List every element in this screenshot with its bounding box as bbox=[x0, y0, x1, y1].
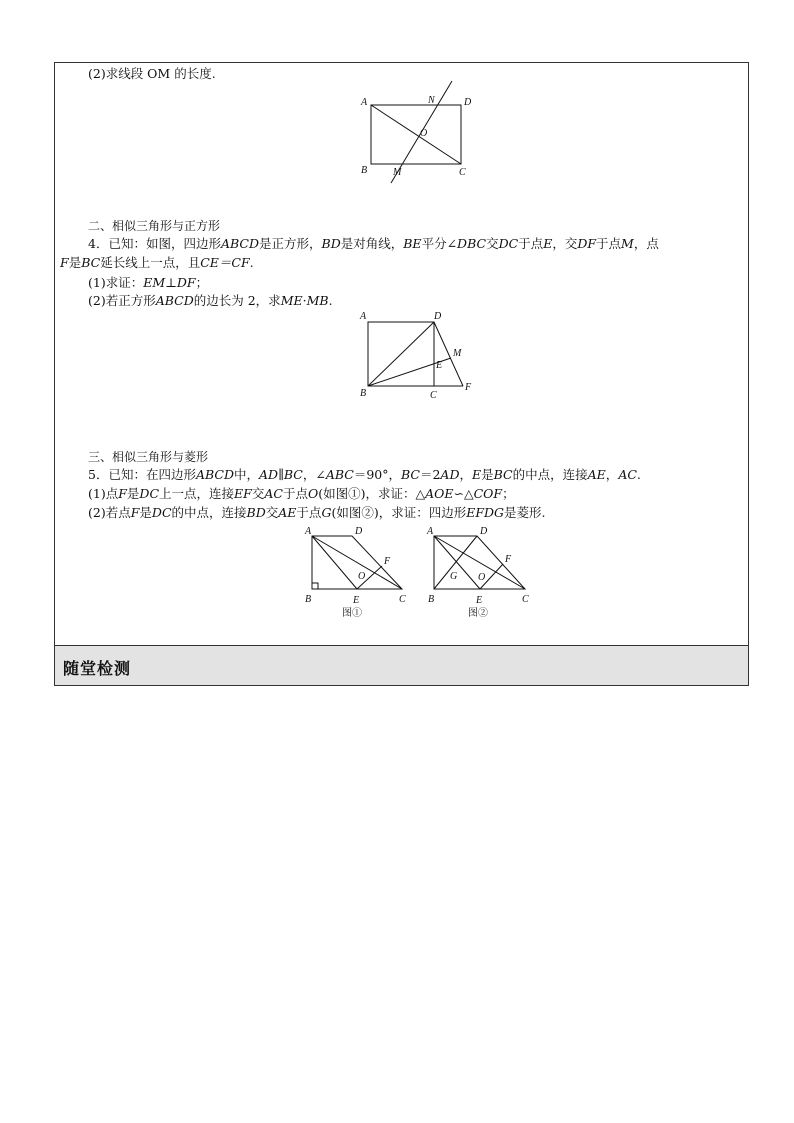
label-e: E bbox=[436, 360, 443, 371]
in-class-test-title: 随堂检测 bbox=[63, 659, 132, 678]
label-f: F bbox=[465, 382, 472, 393]
label-a: A bbox=[427, 526, 434, 537]
q5-part2: (2)若点F是DC的中点，连接BD交AE于点G(如图②)，求证：四边形EFDG是菱形. bbox=[88, 505, 546, 520]
section2-heading: 二、相似三角形与正方形 bbox=[88, 219, 221, 233]
q3-part2: (2)求线段 OM 的长度. bbox=[88, 66, 216, 81]
section3-heading: 三、相似三角形与菱形 bbox=[88, 450, 209, 464]
label-o: O bbox=[420, 128, 428, 139]
label-b: B bbox=[360, 388, 367, 399]
label-o: O bbox=[358, 571, 366, 582]
label-m: M bbox=[453, 348, 462, 359]
label-f: F bbox=[505, 554, 512, 565]
q4-line1: 4．已知：如图，四边形ABCD是正方形，BD是对角线，BE平分∠DBC交DC于点E，交DF于点M，点 bbox=[88, 236, 659, 251]
worksheet-content bbox=[55, 63, 748, 645]
figure-rectangle-mn bbox=[355, 75, 485, 185]
line-ae bbox=[312, 536, 357, 589]
label-c: C bbox=[430, 390, 437, 401]
label-b: B bbox=[428, 594, 435, 605]
q4-line2: F是BC延长线上一点，且CE＝CF. bbox=[60, 255, 254, 270]
figure-square bbox=[355, 306, 485, 406]
figure-trapezoid-2 bbox=[423, 521, 543, 621]
diagonal-ac bbox=[371, 105, 461, 164]
caption-fig1: 图① bbox=[342, 608, 362, 619]
label-c: C bbox=[522, 594, 529, 605]
label-e: E bbox=[353, 595, 360, 606]
label-b: B bbox=[361, 165, 368, 176]
q4-part1: (1)求证：EM⊥DF； bbox=[88, 275, 209, 290]
diagonal-bd bbox=[368, 322, 434, 386]
label-m: M bbox=[393, 167, 402, 178]
label-n: N bbox=[428, 95, 435, 106]
figure-trapezoid-1 bbox=[300, 521, 420, 621]
label-d: D bbox=[464, 97, 472, 108]
in-class-test-bar bbox=[55, 645, 748, 685]
label-c: C bbox=[459, 167, 466, 178]
q5-statement: 5．已知：在四边形ABCD中，AD∥BC，∠ABC＝90°，BC＝2AD，E是BC的中点，连接AE，AC. bbox=[88, 467, 641, 482]
label-d: D bbox=[355, 526, 363, 537]
worksheet-frame bbox=[54, 62, 749, 686]
label-a: A bbox=[360, 311, 367, 322]
q4-part2: (2)若正方形ABCD的边长为 2，求ME·MB. bbox=[88, 293, 333, 308]
label-d: D bbox=[434, 311, 442, 322]
label-d: D bbox=[480, 526, 488, 537]
label-b: B bbox=[305, 594, 312, 605]
label-g: G bbox=[450, 571, 458, 582]
caption-fig2: 图② bbox=[468, 608, 488, 619]
label-a: A bbox=[305, 526, 312, 537]
q5-part1: (1)点F是DC上一点，连接EF交AC于点O(如图①)，求证：△AOE∽△COF； bbox=[88, 486, 515, 501]
label-a: A bbox=[361, 97, 368, 108]
label-e: E bbox=[476, 595, 483, 606]
right-angle-mark bbox=[312, 583, 318, 589]
label-o: O bbox=[478, 572, 486, 583]
label-c: C bbox=[399, 594, 406, 605]
label-f: F bbox=[384, 556, 391, 567]
